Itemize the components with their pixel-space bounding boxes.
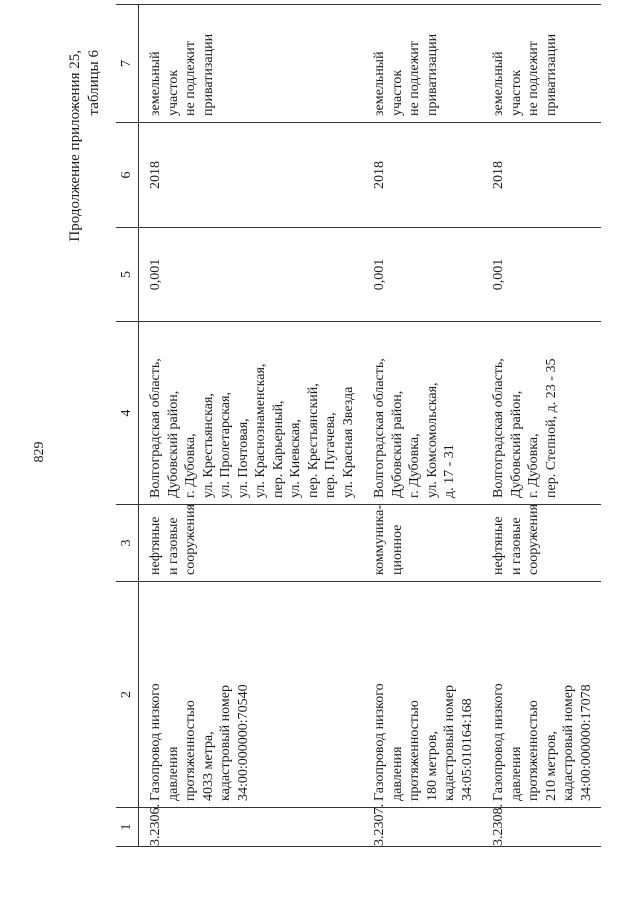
object-purpose-line: и газовые [508,517,524,575]
object-address-line: Волгоградская область, [372,358,387,498]
record-number: 3.2306. [139,808,364,847]
object-address [139,322,364,505]
object-purpose-line: сооружения [183,504,198,575]
object-name-line: давления [508,746,524,801]
object-name-line: давления [165,746,181,801]
header-row [116,5,139,847]
object-note-line: земельный [148,51,163,116]
column-header-5: 5 [116,228,139,322]
object-note-line: приватизации [424,33,440,116]
object-note-line: земельный [491,51,506,116]
object-note-line: не подлежит [407,41,422,116]
object-address-line: ул. Почтовая, [235,418,251,498]
object-name-line: 180 метров, [424,731,440,801]
object-address-line: ул. Крестьянская, [200,393,216,498]
column-header-3: 3 [116,505,139,582]
object-name-line: протяженностью [526,700,541,801]
object-note-line: не подлежит [526,41,541,116]
object-purpose-line: и газовые [165,517,181,575]
object-purpose [363,505,482,582]
object-address-line: Дубовский район, [165,390,181,498]
table-row [482,5,601,847]
object-address [482,322,601,505]
object-name-line: 34:00:000000:70540 [235,684,251,801]
record-number: 3.2308. [482,808,601,847]
object-address-line: ул. Пролетарская, [218,392,233,498]
object-note-line: приватизации [200,33,216,116]
object-name-line: Газопровод низкого [491,683,506,801]
object-note-line: земельный [372,51,387,116]
table-caption [66,50,104,242]
object-address [363,322,482,505]
object-area: 0,001 [363,228,482,322]
object-name-line: кадастровый номер [442,685,457,801]
object-year: 2018 [363,123,482,228]
caption-line-1: Продолжение приложения 25, [67,50,83,242]
object-area: 0,001 [139,228,364,322]
object-purpose-line: коммуника- [372,505,387,575]
object-address-line: пер. Крестьянский, [305,383,321,498]
column-header-6: 6 [116,123,139,228]
object-name-line: кадастровый номер [561,685,576,801]
object-name-line: 210 метров, [543,731,559,801]
object-address-line: Дубовский район, [389,390,405,498]
object-year: 2018 [482,123,601,228]
object-address-line: пер. Карьерный, [270,400,286,498]
object-name-line: 34:05:010164:168 [459,698,475,801]
object-address-line: г. Дубовка, [183,433,198,498]
caption-line-2: таблицы 6 [86,50,102,116]
object-purpose-line: нефтяные [491,516,506,575]
registry-table [116,4,601,847]
object-address-line: пер. Пугачева, [323,412,338,498]
object-year: 2018 [139,123,364,228]
table-row [139,5,364,847]
object-name-line: протяженностью [407,700,422,801]
object-address-line: г. Дубовка, [407,433,422,498]
object-name-line: протяженностью [183,700,198,801]
column-header-7: 7 [116,5,139,123]
object-note [363,5,482,123]
object-address-line: г. Дубовка, [526,433,541,498]
object-name-line: кадастровый номер [218,685,233,801]
object-purpose-line: нефтяные [148,516,163,575]
object-note [482,5,601,123]
table-row [363,5,482,847]
object-name [363,582,482,808]
object-name-line: давления [389,746,405,801]
object-name [482,582,601,808]
record-number: 3.2307. [363,808,482,847]
column-header-2: 2 [116,582,139,808]
column-header-1: 1 [116,808,139,847]
column-header-4: 4 [116,322,139,505]
object-purpose [139,505,364,582]
object-name [139,582,364,808]
object-address-line: д. 17 - 31 [442,444,457,498]
object-address-line: ул. Киевская, [288,419,303,498]
object-note-line: приватизации [543,33,559,116]
object-note-line: участок [165,69,181,116]
object-address-line: пер. Степной, д. 23 - 35 [543,358,559,498]
object-address-line: Волгоградская область, [491,358,506,498]
object-address-line: ул. Комсомольская, [424,382,440,498]
object-address-line: ул. Краснознаменская, [253,363,268,498]
object-purpose-line: ционное [389,524,405,575]
object-note-line: не подлежит [183,41,198,116]
object-name-line: 34:00:000000:17078 [578,684,594,801]
object-note-line: участок [389,69,405,116]
object-name-line: 4033 метра, [200,731,216,801]
object-purpose-line: сооружения [526,504,541,575]
object-area: 0,001 [482,228,601,322]
object-purpose [482,505,601,582]
object-name-line: Газопровод низкого [148,683,163,801]
object-address-line: Дубовский район, [508,390,524,498]
object-note [139,5,364,123]
object-note-line: участок [508,69,524,116]
object-address-line: Волгоградская область, [148,358,163,498]
object-address-line: ул. Красная Звезда [340,386,356,498]
page-number: 829 [32,441,47,463]
object-name-line: Газопровод низкого [372,683,387,801]
